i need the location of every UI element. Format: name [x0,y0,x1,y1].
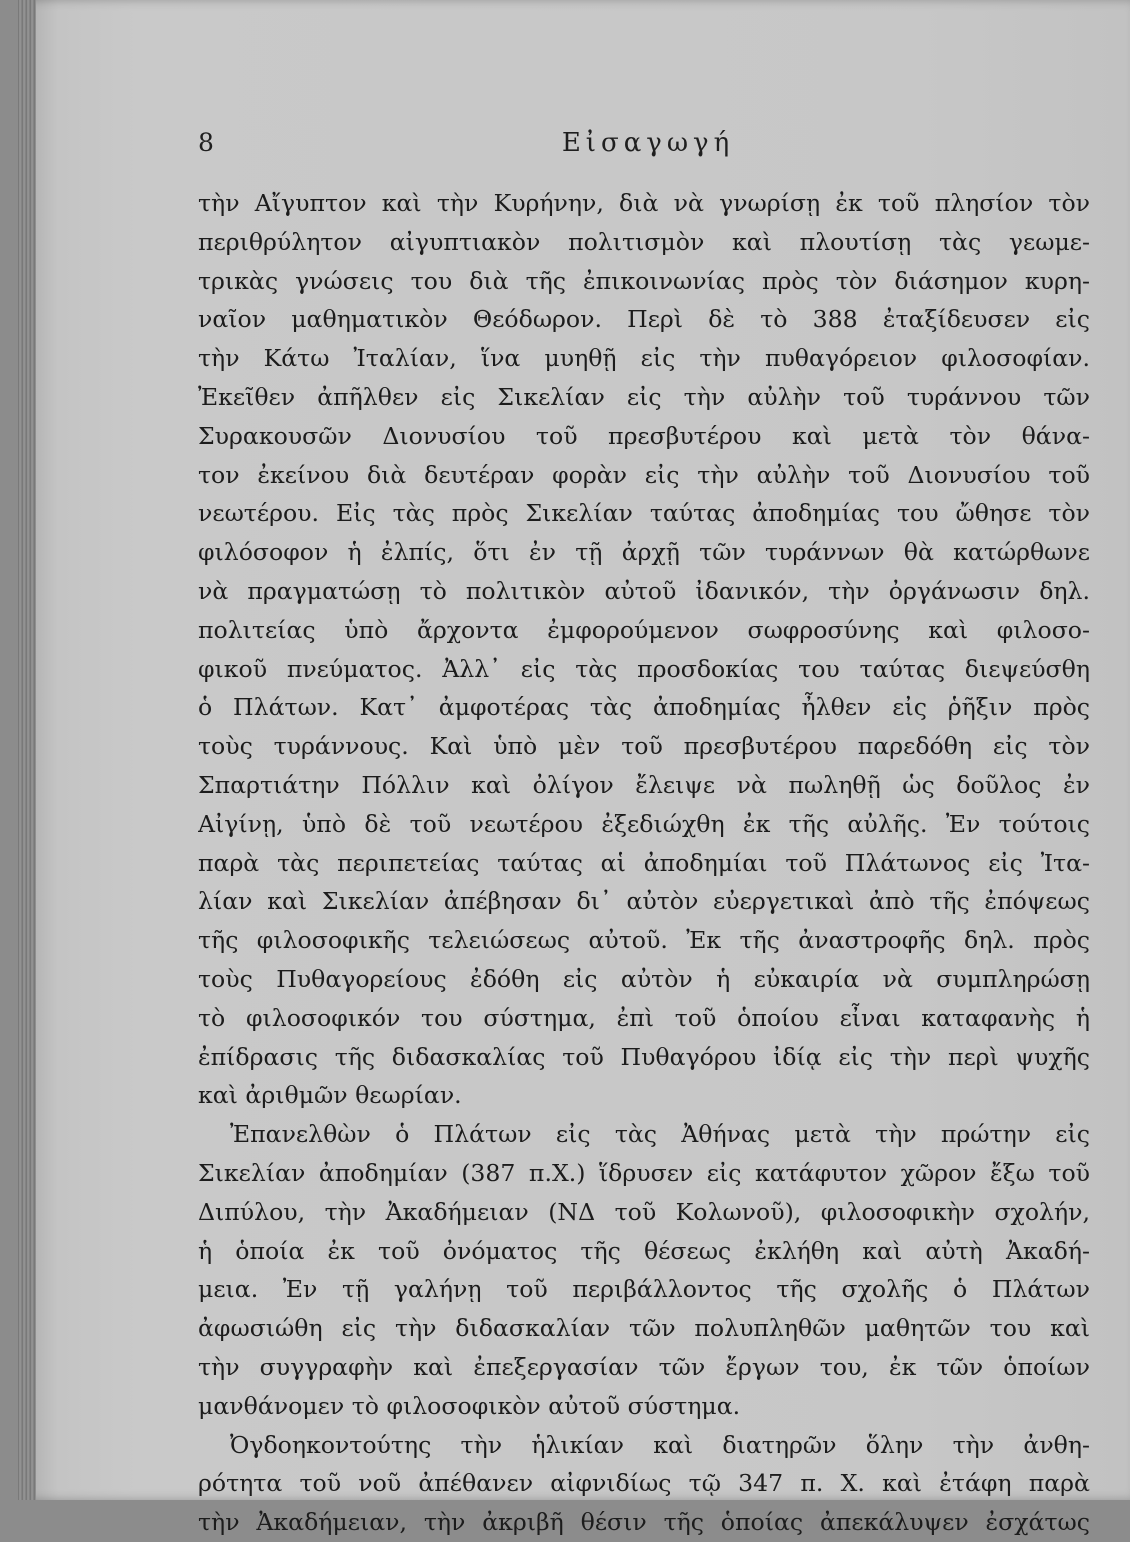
text-line: τὴν συγγραφὴν καὶ ἐπεξεργασίαν τῶν ἔργων του, ἐκ τῶν ὁποίων [198,1352,1090,1381]
text-line: ναῖον μαθηματικὸν Θεόδωρον. Περὶ δὲ τὸ 388 ἐταξίδευσεν εἰς [198,305,1090,334]
text-line: λίαν καὶ Σικελίαν ἀπέβησαν δι᾽ αὐτὸν εὐεργετικαὶ ἀπὸ τῆς ἐπόψεως [198,887,1090,916]
text-line: τῆς φιλοσοφικῆς τελειώσεως αὐτοῦ. Ἐκ τῆς ἀναστροφῆς δηλ. πρὸς [198,926,1090,955]
text-line: τὴν Κάτω Ἰταλίαν, ἵνα μυηθῇ εἰς τὴν πυθαγόρειον φιλοσοφίαν. [198,344,1090,373]
text-line: φικοῦ πνεύματος. Ἀλλ᾽ εἰς τὰς προσδοκίας του ταύτας διεψεύσθη [198,654,1090,683]
text-line: πολιτείας ὑπὸ ἄρχοντα ἐμφορούμενον σωφροσύνης καὶ φιλοσο- [198,615,1090,644]
text-line: τοὺς τυράννους. Καὶ ὑπὸ μὲν τοῦ πρεσβυτέρου παρεδόθη εἰς τὸν [198,732,1090,761]
text-line: ἀφωσιώθη εἰς τὴν διδασκαλίαν τῶν πολυπληθῶν μαθητῶν του καὶ [198,1314,1090,1343]
page-number: 8 [198,128,214,157]
text-line: νεωτέρου. Εἰς τὰς πρὸς Σικελίαν ταύτας ἀποδημίας του ὤθησε τὸν [198,499,1090,528]
paragraph-end-line: καὶ ἀριθμῶν θεωρίαν. [198,1081,462,1110]
text-line: τὸ φιλοσοφικόν του σύστημα, ἐπὶ τοῦ ὁποίου εἶναι καταφανὴς ἡ [198,1003,1090,1032]
body-text [198,184,1090,1542]
text-line: φιλόσοφον ἡ ἐλπίς, ὅτι ἐν τῇ ἀρχῇ τῶν τυράννων θὰ κατώρθωνε [198,538,1090,567]
text-line: Σπαρτιάτην Πόλλιν καὶ ὀλίγον ἔλειψε νὰ πωληθῇ ὡς δοῦλος ἐν [198,770,1090,799]
paragraph-start-line: Ὀγδοηκοντούτης τὴν ἡλικίαν καὶ διατηρῶν ὅλην τὴν ἀνθη- [230,1430,1090,1459]
text-line: Ἐκεῖθεν ἀπῆλθεν εἰς Σικελίαν εἰς τὴν αὐλὴν τοῦ τυράννου τῶν [198,382,1090,411]
text-line: παρὰ τὰς περιπετείας ταύτας αἱ ἀποδημίαι τοῦ Πλάτωνος εἰς Ἰτα- [198,848,1090,877]
text-line: περιθρύλητον αἰγυπτιακὸν πολιτισμὸν καὶ πλουτίσῃ τὰς γεωμε- [198,227,1090,256]
text-line: μεια. Ἐν τῇ γαλήνῃ τοῦ περιβάλλοντος τῆς σχολῆς ὁ Πλάτων [198,1275,1090,1304]
text-line: ἐπίδρασις τῆς διδασκαλίας τοῦ Πυθαγόρου ἰδίᾳ εἰς τὴν περὶ ψυχῆς [198,1042,1090,1071]
text-line: Διπύλου, τὴν Ἀκαδήμειαν (ΝΔ τοῦ Κολωνοῦ), φιλοσοφικὴν σχολήν, [198,1197,1090,1226]
page-stack-edge [18,0,36,1500]
text-line: τὴν Ἀκαδήμειαν, τὴν ἀκριβῆ θέσιν τῆς ὁποίας ἀπεκάλυψεν ἐσχάτως [198,1508,1090,1537]
text-line: Σικελίαν ἀποδημίαν (387 π.Χ.) ἵδρυσεν εἰς κατάφυτον χῶρον ἔξω τοῦ [198,1158,1090,1187]
text-line: ὁ Πλάτων. Κατ᾽ ἀμφοτέρας τὰς ἀποδημίας ἦλθεν εἰς ῥῆξιν πρὸς [198,693,1090,722]
text-line: τὴν Αἴγυπτον καὶ τὴν Κυρήνην, διὰ νὰ γνωρίσῃ ἐκ τοῦ πλησίον τὸν [198,189,1090,217]
text-line: ρότητα τοῦ νοῦ ἀπέθανεν αἰφνιδίως τῷ 347 π. Χ. καὶ ἐτάφη παρὰ [198,1469,1090,1498]
paragraph-end-line: μανθάνομεν τὸ φιλοσοφικὸν αὐτοῦ σύστημα. [198,1391,741,1420]
page-header [198,128,1098,164]
text-line: τρικὰς γνώσεις του διὰ τῆς ἐπικοινωνίας πρὸς τὸν διάσημον κυρη- [198,266,1090,295]
text-line: Συρακουσῶν Διονυσίου τοῦ πρεσβυτέρου καὶ μετὰ τὸν θάνα- [198,421,1090,450]
running-title: Εἰσαγωγή [561,128,735,158]
text-line: νὰ πραγματώσῃ τὸ πολιτικὸν αὐτοῦ ἰδανικόν, τὴν ὀργάνωσιν δηλ. [198,576,1090,605]
text-line: Αἰγίνῃ, ὑπὸ δὲ τοῦ νεωτέρου ἐξεδιώχθη ἐκ τῆς αὐλῆς. Ἐν τούτοις [198,809,1090,838]
paragraph-start-line: Ἐπανελθὼν ὁ Πλάτων εἰς τὰς Ἀθήνας μετὰ τὴν πρώτην εἰς [230,1120,1090,1149]
text-line: τον ἐκείνου διὰ δευτέραν φορὰν εἰς τὴν αὐλὴν τοῦ Διονυσίου τοῦ [198,460,1090,489]
book-page [18,0,1130,1537]
text-line: τοὺς Πυθαγορείους ἐδόθη εἰς αὐτὸν ἡ εὐκαιρία νὰ συμπληρώσῃ [198,964,1090,993]
text-line: ἡ ὁποία ἐκ τοῦ ὀνόματος τῆς θέσεως ἐκλήθη καὶ αὐτὴ Ἀκαδή- [198,1236,1090,1265]
